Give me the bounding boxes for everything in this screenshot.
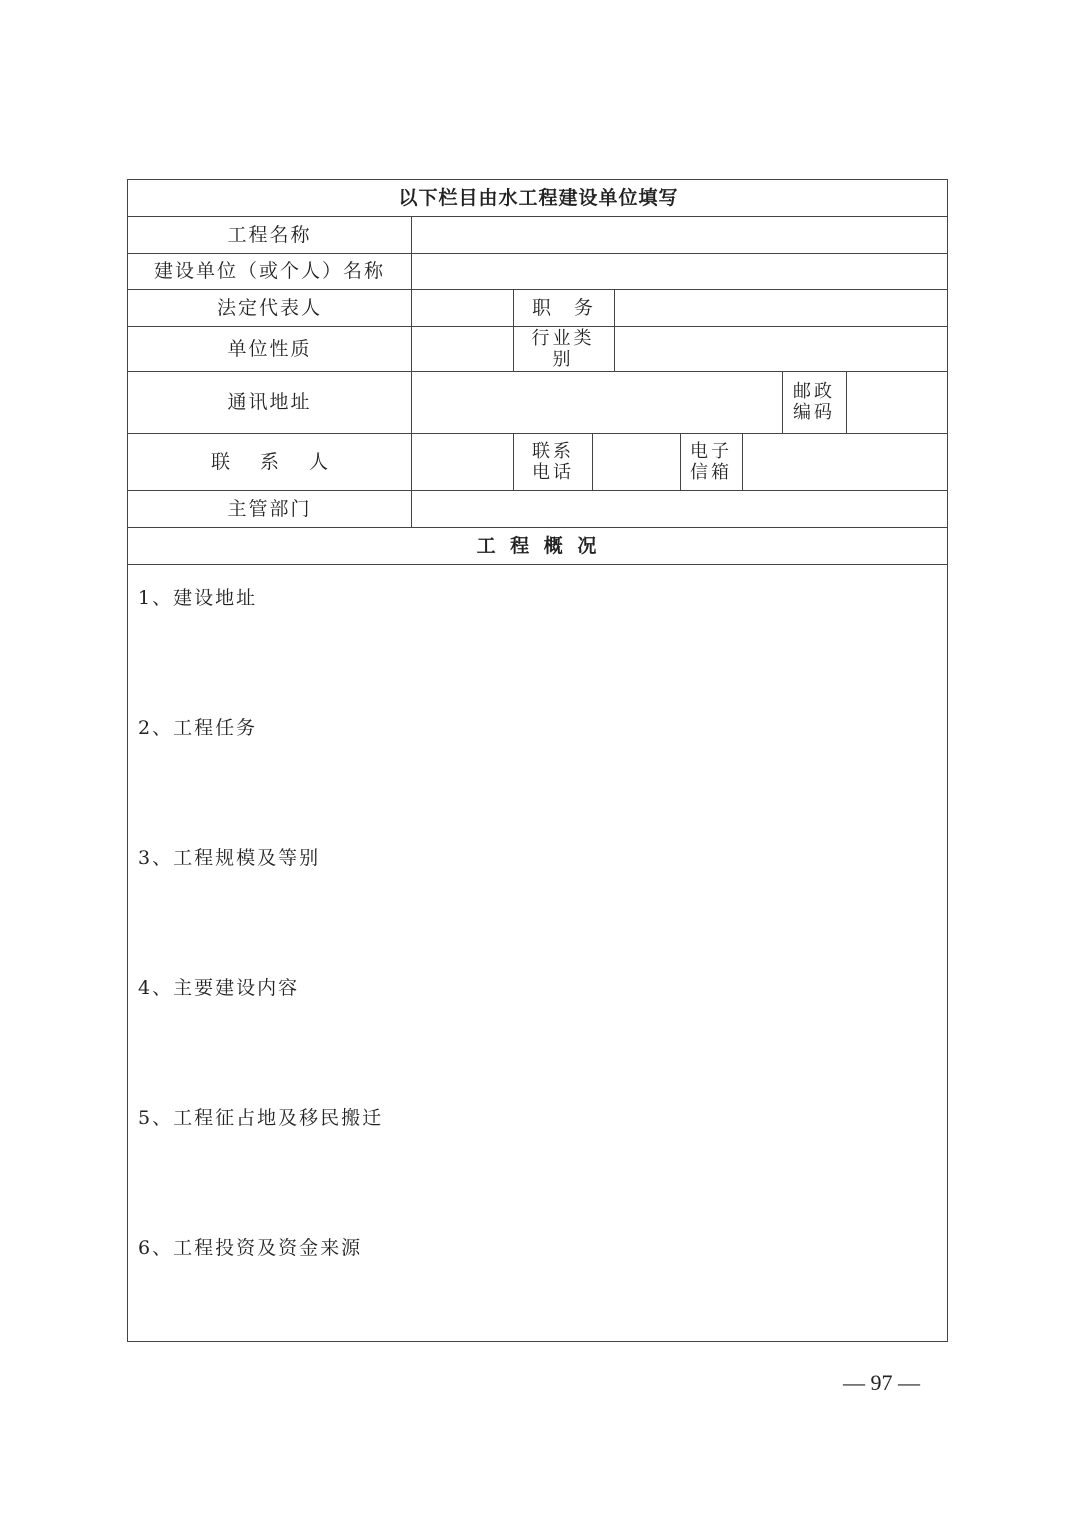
postcode-field[interactable] — [846, 371, 949, 433]
project-name-label: 工程名称 — [227, 223, 312, 246]
phone-field[interactable] — [592, 433, 680, 490]
industry-label: 行业类别 — [531, 328, 595, 370]
position-label: 职 务 — [531, 296, 595, 319]
builder-name-label: 建设单位（或个人）名称 — [153, 260, 385, 282]
address-label: 通讯地址 — [227, 391, 312, 413]
legal-rep-label: 法定代表人 — [216, 296, 322, 319]
authority-label: 主管部门 — [227, 497, 312, 520]
postcode-label: 邮政编码 — [793, 381, 835, 423]
legal-rep-field[interactable] — [411, 289, 513, 326]
overview-item-task: 2、工程任务 — [138, 717, 258, 739]
overview-item-address: 1、建设地址 — [138, 587, 258, 609]
position-field[interactable] — [614, 289, 949, 326]
overview-title: 工 程 概 况 — [476, 534, 601, 557]
overview-item-scale: 3、工程规模及等别 — [138, 847, 321, 869]
column-divider — [782, 371, 783, 433]
overview-item-content: 4、主要建设内容 — [138, 977, 300, 999]
overview-item-land: 5、工程征占地及移民搬迁 — [138, 1107, 384, 1129]
industry-field[interactable] — [614, 326, 949, 371]
phone-label: 联系电话 — [532, 440, 574, 483]
column-divider — [680, 433, 681, 490]
project-name-field[interactable] — [411, 216, 949, 253]
unit-nature-field[interactable] — [411, 326, 513, 371]
authority-field[interactable] — [411, 490, 949, 527]
registration-form-table — [127, 179, 948, 1342]
overview-item-investment: 6、工程投资及资金来源 — [138, 1237, 363, 1259]
column-divider — [513, 433, 514, 490]
builder-name-field[interactable] — [411, 253, 949, 289]
email-field[interactable] — [742, 433, 949, 490]
address-field[interactable] — [411, 371, 782, 433]
contact-field[interactable] — [411, 433, 513, 490]
row-divider — [128, 564, 947, 565]
page-number: — 97 — — [843, 1370, 920, 1395]
contact-label: 联 系 人 — [210, 450, 341, 473]
unit-nature-label: 单位性质 — [227, 337, 312, 360]
form-header: 以下栏目由水工程建设单位填写 — [398, 187, 679, 209]
email-label: 电子信箱 — [690, 440, 732, 483]
